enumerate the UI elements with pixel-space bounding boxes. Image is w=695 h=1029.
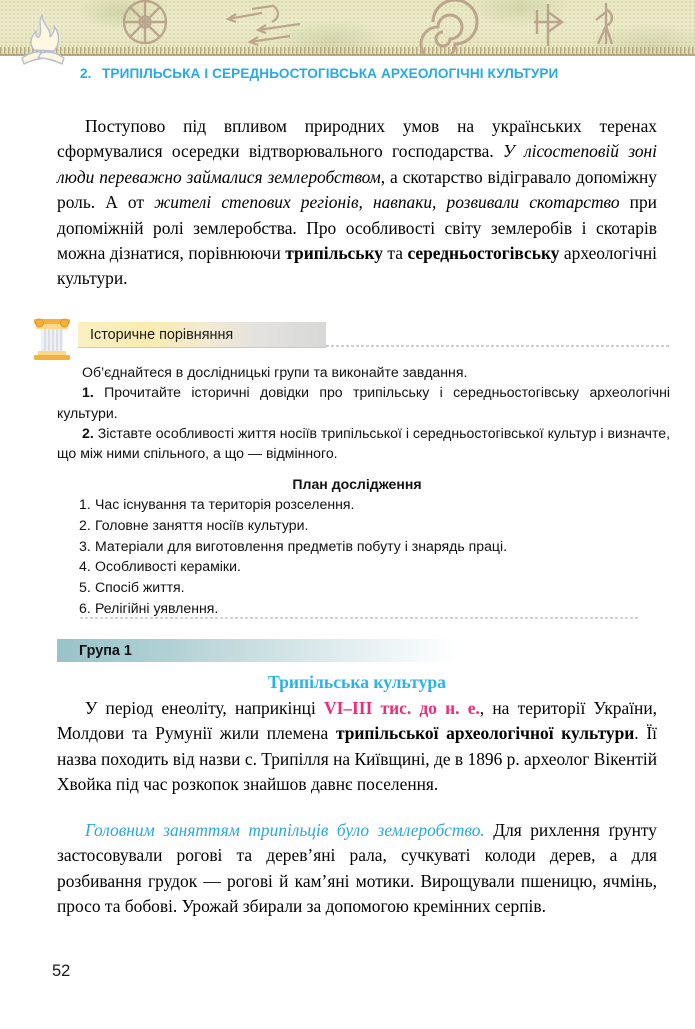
page-number: 52 bbox=[52, 962, 71, 980]
intro-run-5: при допоміжній ролі землеробства. Про особливості світу землеробів і скотарів можна дізнатися, порівнюючи bbox=[57, 192, 657, 264]
rubric-task-number: 2. bbox=[82, 424, 94, 441]
intro-paragraph bbox=[57, 114, 657, 292]
list-item bbox=[79, 536, 657, 557]
rubric-intro bbox=[57, 362, 670, 382]
plan-item-number: 6. bbox=[79, 599, 91, 616]
decorative-header-band bbox=[0, 0, 695, 56]
list-item bbox=[79, 515, 657, 536]
band-fringe-base bbox=[0, 54, 695, 56]
rubric-task bbox=[57, 423, 670, 464]
plan-item-number: 4. bbox=[79, 558, 91, 575]
culture-paragraph-2 bbox=[57, 818, 657, 920]
intro-run-6-bold: трипільську bbox=[285, 243, 383, 264]
rubric-intro-text: Об’єднайтеся в дослідницькі групи та виконайте завдання. bbox=[82, 364, 468, 380]
ionic-column-icon bbox=[30, 312, 74, 360]
plan-item-number: 3. bbox=[79, 537, 91, 554]
culture-title: Трипільська культура bbox=[268, 672, 446, 692]
plan-list bbox=[57, 494, 657, 619]
plan-item-text: Особливості кераміки. bbox=[95, 558, 241, 575]
historical-comparison-rubric bbox=[30, 312, 670, 462]
intro-run-3: , а скотарство відігравало допоміжну роль. А от bbox=[57, 166, 657, 213]
plan-item-text: Релігійні уявлення. bbox=[95, 599, 219, 616]
section-divider bbox=[80, 617, 640, 619]
intro-run-2-italic: У лісостеповій зоні люди переважно займалися землеробством bbox=[57, 141, 658, 187]
rubric-task bbox=[57, 382, 670, 423]
intro-run-9: археологічні культури. bbox=[57, 243, 657, 289]
arrows-icon bbox=[228, 6, 300, 45]
rubric-banner-label: Історичне порівняння bbox=[90, 326, 234, 343]
rubric-divider-line bbox=[326, 345, 670, 347]
group-bar bbox=[57, 639, 461, 662]
plan-item-number: 1. bbox=[79, 496, 91, 512]
rubric-body bbox=[57, 362, 670, 463]
intro-run-1: Поступово під впливом природних умов на українських теренах сформувалися осередки відтворювального господарства. bbox=[57, 116, 657, 162]
rubric-task-number: 1. bbox=[82, 384, 94, 401]
plan-item-text: Спосіб життя. bbox=[95, 579, 185, 596]
plan-title: План дослідження bbox=[292, 476, 422, 492]
spoked-wheel-icon bbox=[124, 1, 166, 43]
research-plan bbox=[57, 476, 657, 619]
culture-p2-highlight: Головним заняттям трипільців було землеробство. bbox=[85, 820, 485, 840]
culture-date-range: VI–III тис. до н. е. bbox=[324, 698, 480, 718]
culture-p1-run-3: , на території України, Молдови та Румунії жили племена bbox=[57, 698, 657, 744]
list-item bbox=[79, 556, 657, 577]
plan-item-number: 5. bbox=[79, 579, 91, 596]
human-figure-icon bbox=[272, 5, 278, 22]
rubric-task-text: Прочитайте історичні довідки про трипільську і середньостогівську археологічні культури. bbox=[57, 384, 670, 421]
human-figure-icon bbox=[596, 3, 612, 44]
culture-p1-run-4-bold: трипільської археологічної культури bbox=[335, 723, 635, 744]
list-item bbox=[79, 577, 657, 598]
list-item bbox=[79, 494, 657, 515]
rubric-banner bbox=[78, 322, 326, 348]
bow-hunter-icon bbox=[534, 4, 562, 46]
page-title bbox=[80, 64, 620, 83]
culture-paragraph-1 bbox=[57, 696, 657, 798]
intro-run-8-bold: середньостогівську bbox=[407, 243, 560, 264]
culture-p2-run-2: Для рихлення ґрунту застосовували рогові та дерев’яні рала, сучкуваті колоди дерев, а для розбивання грудок — рогові й кам’яні мотики. Вирощували пшеницю, ячмінь, просо та бобові. Урожай збирали за допомогою кремінних серпів. bbox=[57, 820, 658, 917]
culture-p1-run-1: У період енеоліту, наприкінці bbox=[85, 698, 325, 718]
plan-item-text: Матеріали для виготовлення предметів побуту і знарядь праці. bbox=[95, 537, 508, 554]
section-title: ТРИПІЛЬСЬКА І СЕРЕДНЬОСТОГІВСЬКА АРХЕОЛОГІЧНІ КУЛЬТУРИ bbox=[102, 66, 559, 81]
rubric-header bbox=[30, 312, 670, 350]
section-number: 2. bbox=[80, 66, 92, 81]
intro-run-4-italic: жителі степових регіонів, навпаки, розвивали скотарство bbox=[154, 192, 620, 213]
intro-run-7: та bbox=[382, 243, 408, 264]
plan-item-text: Час існування та територія розселення. bbox=[95, 496, 355, 512]
culture-p1-run-5: . Її назва походить від назви с. Трипілля на Київщині, де в 1896 р. археолог Вікентій Хвойка під час розкопок знайшов давнє поселення. bbox=[57, 723, 657, 795]
rubric-task-text: Зіставте особливості життя носіїв трипільської і середньостогівської культур і визначте, що між ними спільного, а що — відмінного. bbox=[57, 424, 670, 462]
plan-item-number: 2. bbox=[79, 516, 91, 533]
campfire-icon bbox=[12, 6, 74, 68]
plan-item-text: Головне заняття носіїв культури. bbox=[95, 516, 309, 533]
list-item bbox=[79, 598, 657, 619]
group-label: Група 1 bbox=[79, 642, 132, 659]
